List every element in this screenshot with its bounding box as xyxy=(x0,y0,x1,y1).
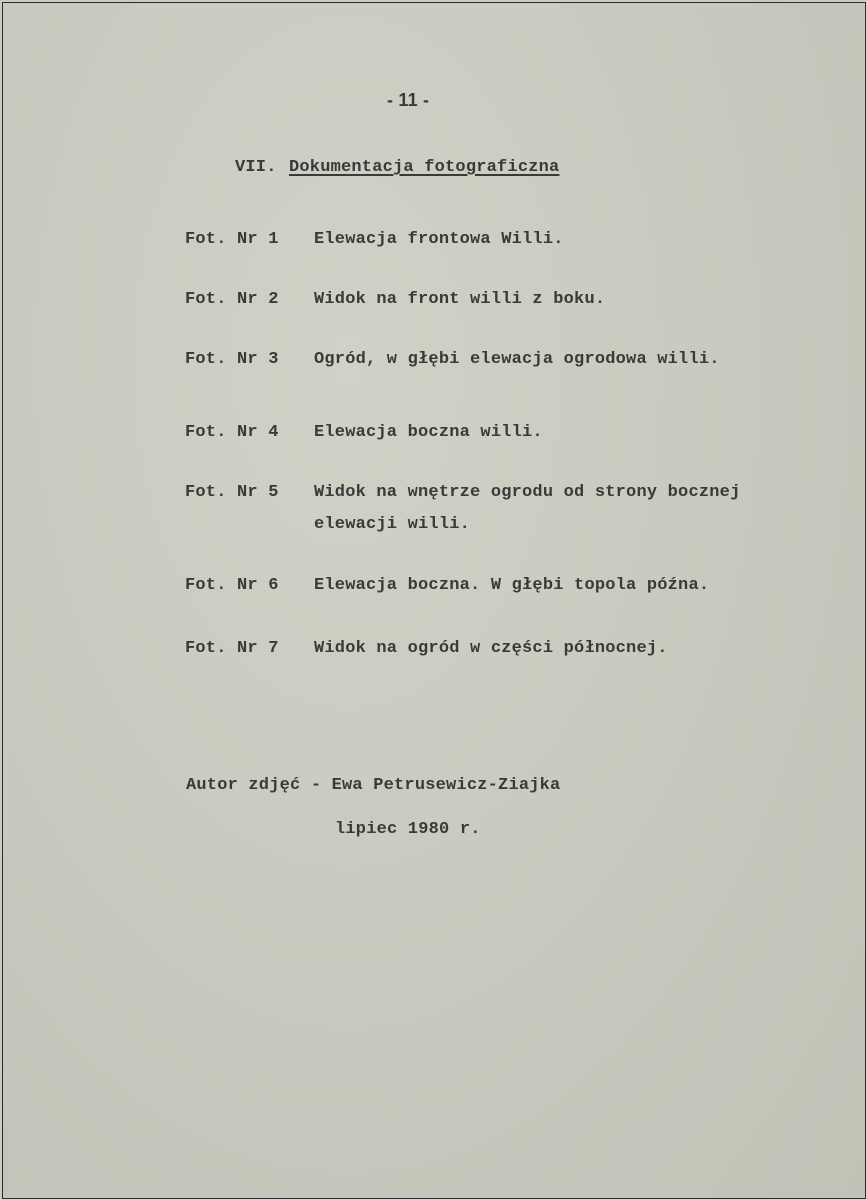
photo-label: Fot. Nr 1 xyxy=(185,230,279,249)
photo-label: Fot. Nr 7 xyxy=(185,639,279,658)
photo-desc: Widok na ogród w części północnej. xyxy=(314,639,668,658)
document-date: lipiec 1980 r. xyxy=(335,820,481,839)
photo-label: Fot. Nr 6 xyxy=(185,576,279,595)
photo-desc: Elewacja boczna. W głębi topola późna. xyxy=(314,576,710,595)
section-numeral: VII. xyxy=(235,158,277,177)
photo-desc-continued: elewacji willi. xyxy=(314,515,471,534)
photo-desc: Widok na front willi z boku. xyxy=(314,290,606,309)
photo-label: Fot. Nr 2 xyxy=(185,290,279,309)
photo-label: Fot. Nr 5 xyxy=(185,483,279,502)
photo-desc: Widok na wnętrze ogrodu od strony bocznej xyxy=(314,483,741,502)
photo-label: Fot. Nr 3 xyxy=(185,350,279,369)
photo-desc: Elewacja frontowa Willi. xyxy=(314,230,564,249)
document-page xyxy=(2,2,866,1199)
photo-desc: Ogród, w głębi elewacja ogrodowa willi. xyxy=(314,350,720,369)
photo-author: Autor zdjęć - Ewa Petrusewicz-Ziajka xyxy=(186,776,561,795)
photo-desc: Elewacja boczna willi. xyxy=(314,423,543,442)
section-title: Dokumentacja fotograficzna xyxy=(289,158,560,177)
page-number: - 11 - xyxy=(387,90,430,110)
photo-label: Fot. Nr 4 xyxy=(185,423,279,442)
